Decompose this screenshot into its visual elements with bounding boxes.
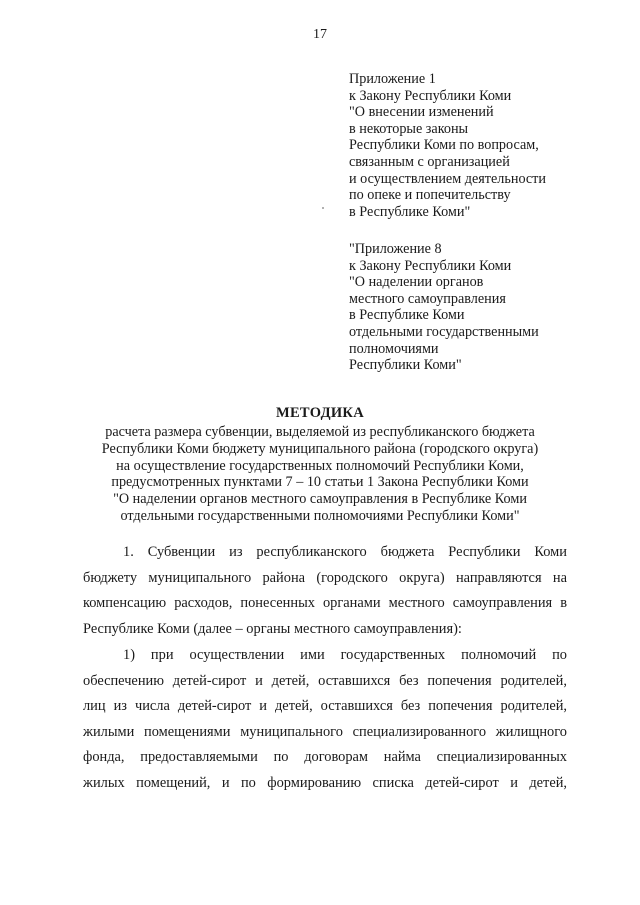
appendix-line: отдельными государственными — [349, 323, 539, 340]
paragraph-line: 1) при осуществлении ими государственных полномочий по — [123, 647, 567, 663]
paragraph-line: фонда, предоставляемыми по договорам найма специализированных — [83, 749, 567, 766]
appendix-line: к Закону Республики Коми — [349, 257, 512, 274]
appendix-line: Республики Коми" — [349, 357, 462, 374]
appendix-line: к Закону Республики Коми — [349, 87, 512, 104]
paragraph-line: 1. Субвенции из республиканского бюджета Республики Коми — [123, 544, 567, 560]
subtitle-line: предусмотренных пунктами 7 – 10 статьи 1 Закона Республики Коми — [111, 474, 529, 491]
paragraph-line: компенсацию расходов, понесенных органами местного самоуправления в — [83, 595, 567, 612]
appendix-line: по опеке и попечительству — [349, 187, 511, 204]
appendix-line: в некоторые законы — [349, 120, 469, 137]
subtitle-line: расчета размера субвенции, выделяемой из республиканского бюджета — [105, 424, 535, 440]
subtitle-line: отдельными государственными полномочиями Республики Коми" — [120, 507, 520, 524]
appendix-8-header — [349, 241, 539, 374]
appendix-line: "Приложение 8 — [349, 241, 442, 257]
scan-speck — [322, 207, 324, 209]
appendix-line: и осуществлением деятельности — [349, 170, 546, 187]
document-subtitle — [0, 424, 640, 525]
appendix-line: "О наделении органов — [349, 274, 484, 291]
appendix-line: "О внесении изменений — [349, 104, 494, 121]
appendix-line: в Республике Коми — [349, 307, 465, 324]
paragraph-line: жилыми помещениями муниципального специализированного жилищного — [83, 723, 567, 740]
appendix-line: полномочиями — [349, 340, 439, 357]
appendix-line: связанным с организацией — [349, 153, 510, 170]
subtitle-line: "О наделении органов местного самоуправления в Республике Коми — [113, 491, 527, 508]
paragraph-2 — [83, 643, 567, 797]
paragraph-line: Республике Коми (далее – органы местного самоуправления): — [83, 620, 462, 637]
paragraph-line: жилых помещений, и по формированию списка детей-сирот и детей, — [83, 774, 567, 791]
appendix-line: Приложение 1 — [349, 71, 436, 87]
subtitle-line: на осуществление государственных полномочий Республики Коми, — [116, 457, 524, 474]
appendix-line: местного самоуправления — [349, 290, 506, 307]
page-number: 17 — [313, 27, 327, 42]
paragraph-line: лиц из числа детей-сирот и детей, оставшихся без попечения родителей, — [83, 698, 567, 715]
paragraph-1 — [83, 540, 567, 642]
appendix-line: в Республике Коми" — [349, 203, 471, 220]
subtitle-line: Республики Коми бюджету муниципального района (городского округа) — [101, 440, 539, 457]
appendix-1-header — [349, 71, 546, 220]
document-title: МЕТОДИКА — [275, 405, 365, 421]
paragraph-line: обеспечению детей-сирот и детей, оставшихся без попечения родителей, — [83, 672, 567, 689]
appendix-line: Республики Коми по вопросам, — [349, 137, 539, 154]
paragraph-line: бюджету муниципального района (городского округа) направляются на — [83, 569, 567, 586]
